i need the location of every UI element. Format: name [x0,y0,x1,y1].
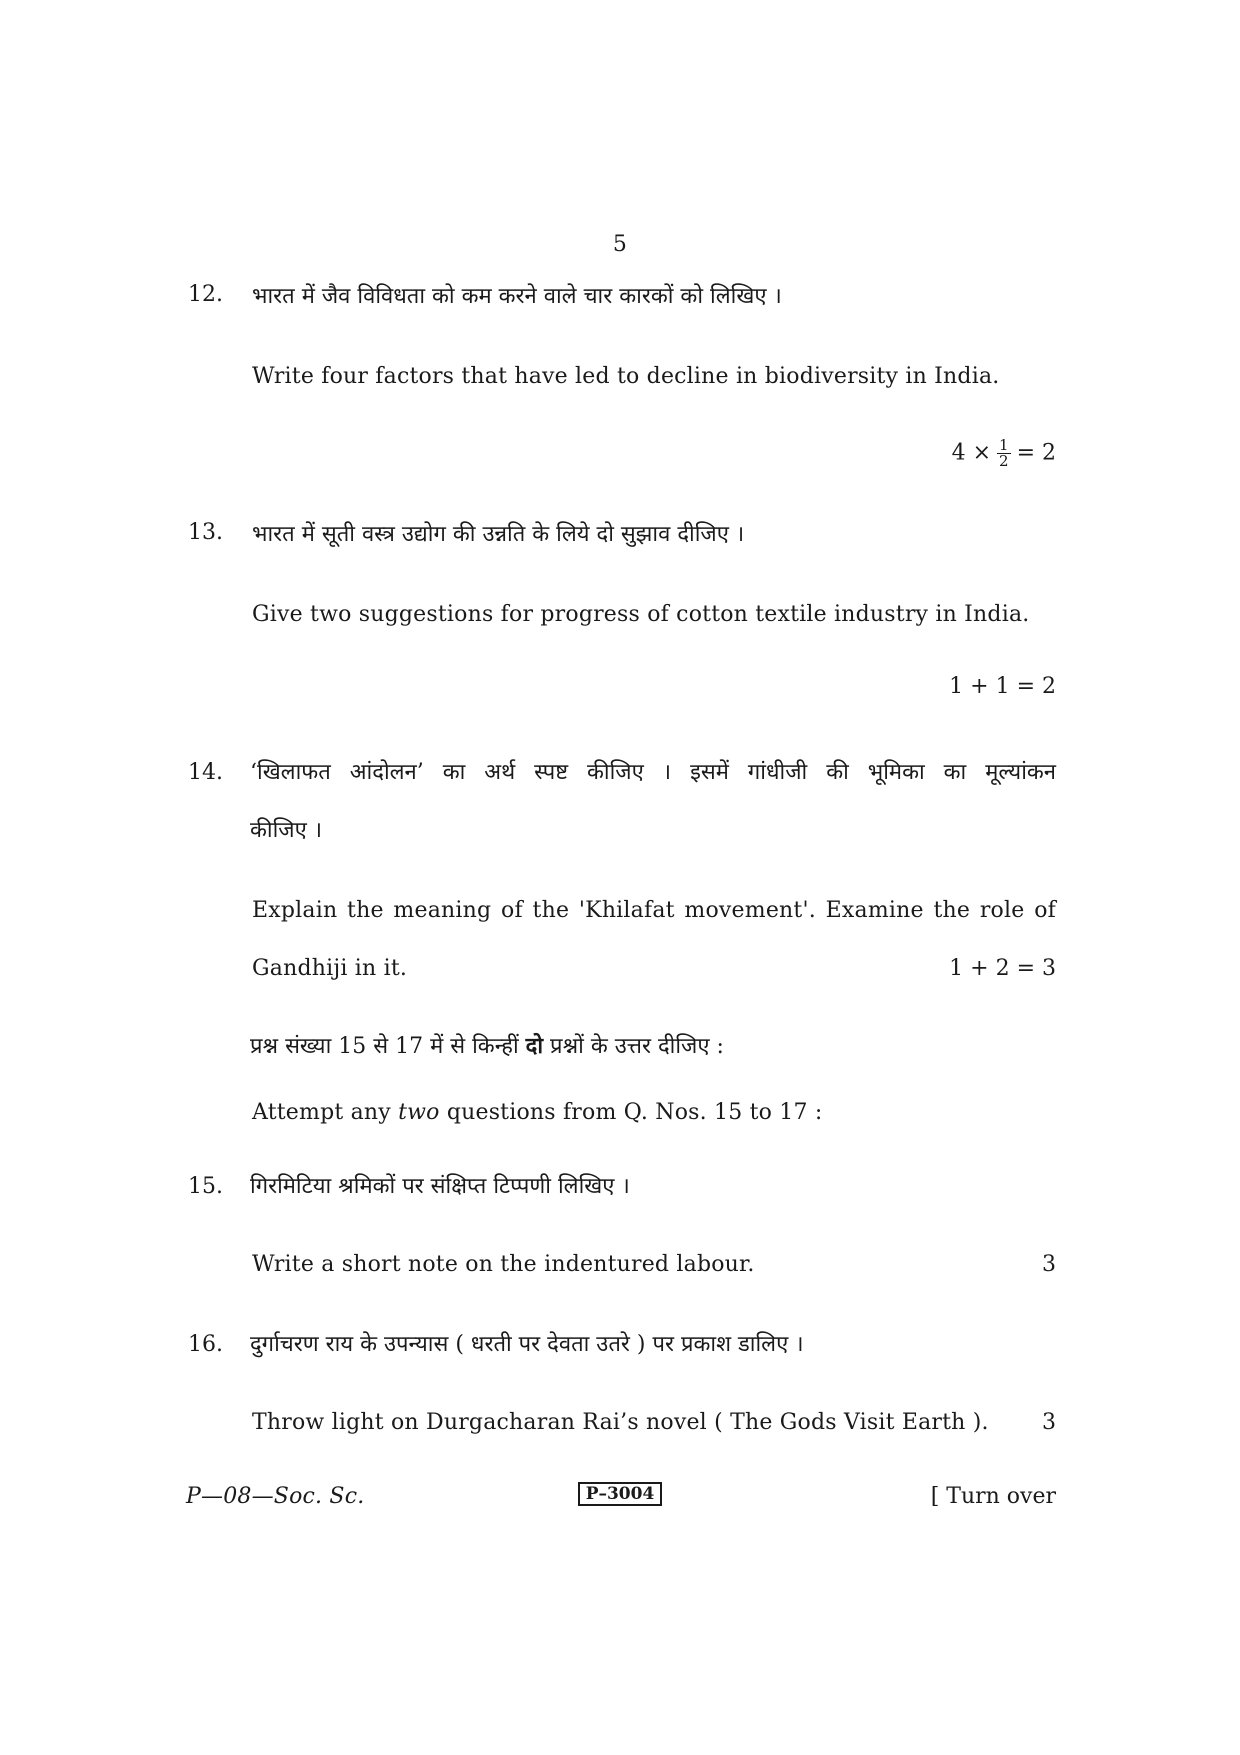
question-text-english: Give two suggestions for progress of cotton textile industry in India. [252,602,1030,627]
question-number: 16. [188,1332,223,1357]
marks-suffix: = 2 [1016,440,1056,466]
question-number: 13. [188,520,223,545]
question-number: 15. [188,1174,223,1199]
question-text-english: Write four factors that have led to decline in biodiversity in India. [252,364,1000,389]
instruction-english-text-end: questions from Q. Nos. 15 to 17 : [439,1100,823,1125]
marks: 3 [1042,1252,1056,1277]
instruction-hindi-text-end: प्रश्नों के उत्तर दीजिए : [543,1034,724,1059]
question-text-hindi-line2: कीजिए । [250,818,323,843]
instruction-hindi [250,1030,724,1060]
footer-paper-code: P—08—Soc. Sc. [186,1484,365,1509]
marks [952,438,1056,469]
marks: 1 + 1 = 2 [949,674,1056,699]
question-text-hindi: दुर्गाचरण राय के उपन्यास ( धरती पर देवता उतरे ) पर प्रकाश डालिए । [250,1332,804,1357]
question-text-english: Write a short note on the indentured labour. [252,1252,755,1277]
question-text-hindi: भारत में सूती वस्त्र उद्योग की उन्नति के लिये दो सुझाव दीजिए । [252,522,745,547]
instruction-english-text: Attempt any [252,1100,399,1125]
question-text-english: Throw light on Durgacharan Rai’s novel ( The Gods Visit Earth ). [252,1410,989,1435]
instruction-hindi-text: प्रश्न संख्या 15 से 17 में से किन्हीं [250,1034,526,1059]
fraction-denominator: 2 [999,452,1009,470]
instruction-hindi-emphasis: दो [525,1033,544,1059]
instruction-english [252,1100,822,1125]
turn-over-label: [ Turn over [930,1484,1056,1509]
question-text-english-line2: Gandhiji in it. [252,956,408,981]
question-number: 12. [188,282,223,307]
fraction-numerator: 1 [999,436,1009,454]
page-number: 5 [612,232,628,257]
question-text-hindi-line1: ‘खिलाफत आंदोलन’ का अर्थ स्पष्ट कीजिए । इसमें गांधीजी की भूमिका का मूल्यांकन [250,760,1056,785]
instruction-english-emphasis: two [398,1100,440,1125]
marks: 3 [1042,1410,1056,1435]
question-text-hindi: गिरमिटिया श्रमिकों पर संक्षिप्त टिप्पणी लिखिए । [250,1174,630,1199]
marks: 1 + 2 = 3 [949,956,1056,981]
question-number: 14. [188,760,223,785]
marks-prefix: 4 × [951,440,992,466]
footer-paper-id: P–3004 [578,1482,663,1506]
marks-fraction [997,438,1011,469]
question-text-hindi: भारत में जैव विविधता को कम करने वाले चार कारकों को लिखिए । [252,284,782,309]
question-text-english-line1: Explain the meaning of the 'Khilafat movement'. Examine the role of [252,898,1056,923]
